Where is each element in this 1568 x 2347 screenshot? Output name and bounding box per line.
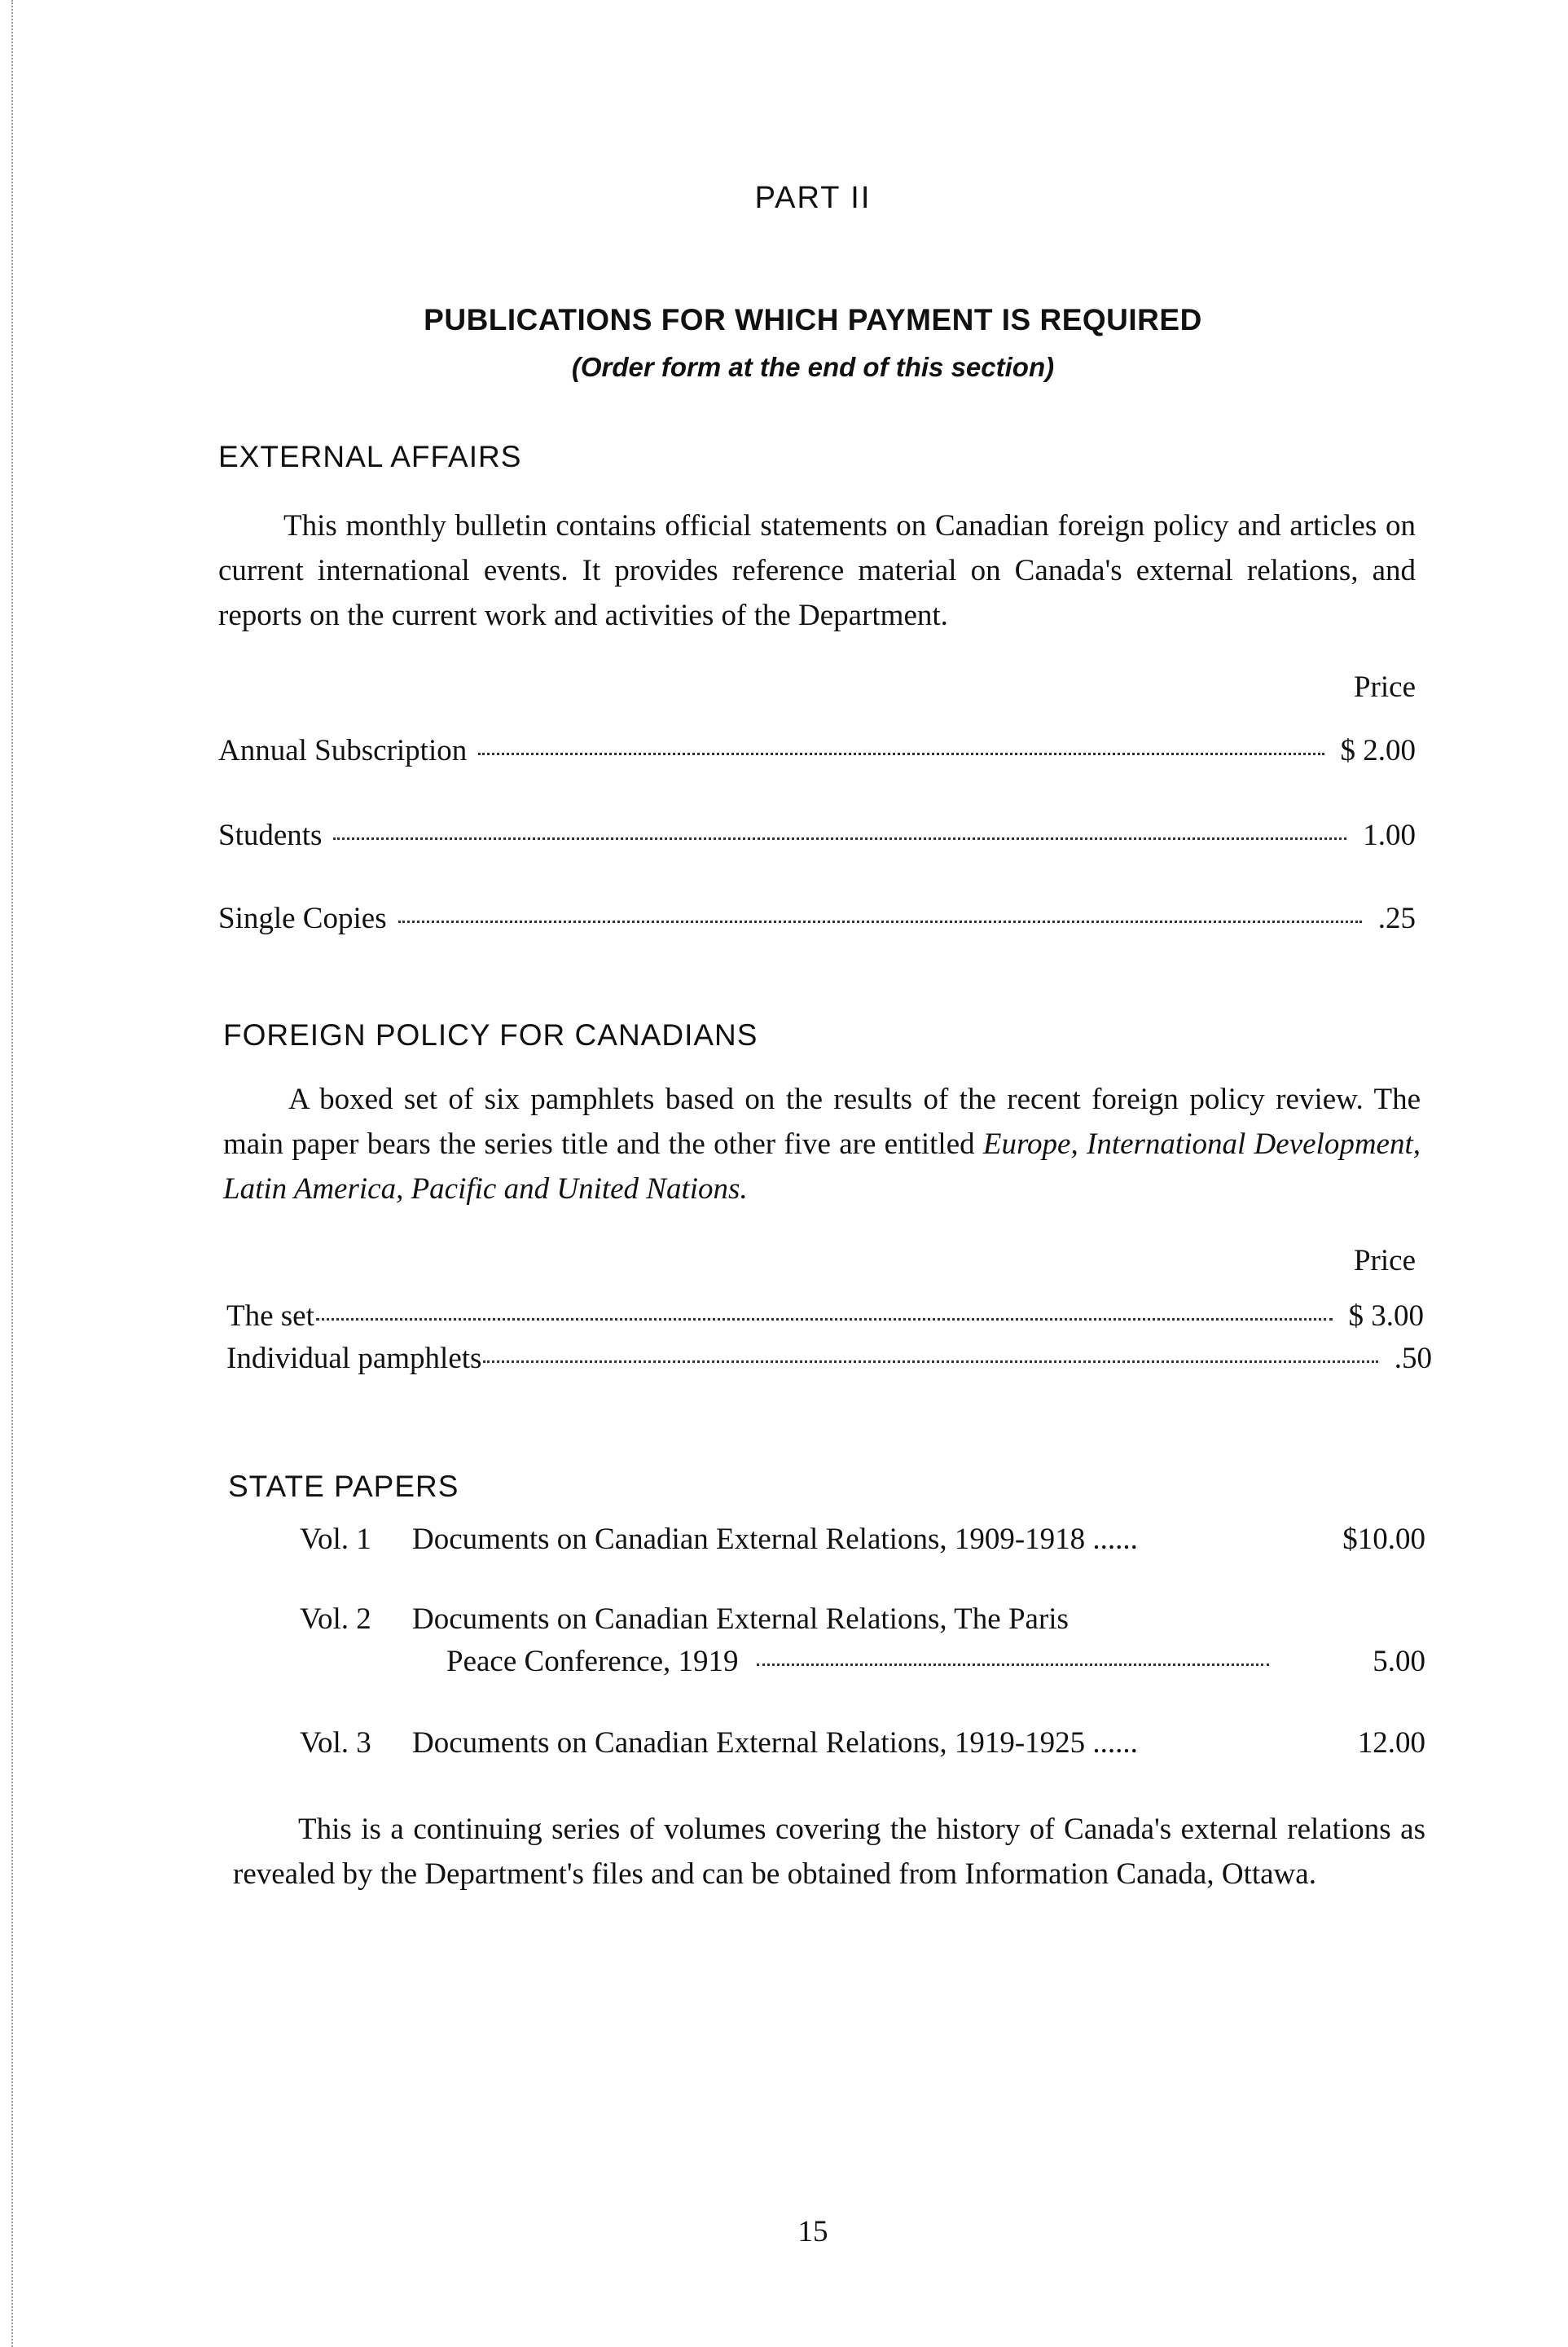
item-label: Students — [218, 819, 323, 852]
item-price: $ 3.00 — [1348, 1299, 1424, 1333]
volume-title-continued — [446, 1644, 1269, 1679]
volume-price: 5.00 — [1373, 1645, 1425, 1678]
volume-number: Vol. 2 — [300, 1602, 371, 1636]
price-row-single-copies — [218, 901, 1416, 936]
price-row-annual-subscription — [218, 733, 1416, 768]
foreign-policy-price-header: Price — [1353, 1244, 1416, 1277]
item-label: Individual pamphlets — [226, 1342, 482, 1375]
volume-title: Documents on Canadian External Relations, 1919-1925 ...... — [412, 1726, 1138, 1760]
state-papers-heading: STATE PAPERS — [228, 1470, 459, 1503]
price-row-students — [218, 818, 1416, 853]
description-text: A boxed set of six pamphlets based on the results of the recent foreign policy review. The main paper bears the series title and the other five are entitled — [223, 1083, 1421, 1161]
item-price: 1.00 — [1363, 819, 1416, 852]
price-row-the-set — [226, 1299, 1424, 1334]
dot-leader — [757, 1664, 1269, 1666]
dot-leader — [316, 1318, 1333, 1321]
external-affairs-price-header: Price — [1353, 670, 1416, 704]
state-papers-note: This is a continuing series of volumes covering the history of Canada's external relations as revealed by the Department's files and can be obtained from Information Canada, Ottawa. — [233, 1813, 1425, 1891]
item-label: The set — [226, 1299, 314, 1333]
volume-row-3 — [300, 1725, 1425, 1766]
external-affairs-description: This monthly bulletin contains official statements on Canadian foreign policy and articles on current international events. It provides reference material on Canada's external relations, and reports on the current work and activities of the Department. — [218, 509, 1416, 632]
part-title: PART II — [754, 181, 872, 215]
foreign-policy-description — [223, 1077, 1421, 1211]
price-row-individual-pamphlets — [226, 1341, 1432, 1376]
publications-title: PUBLICATIONS FOR WHICH PAYMENT IS REQUIRED — [424, 303, 1202, 336]
volume-title-line2: Peace Conference, 1919 — [446, 1645, 739, 1678]
volume-title: Documents on Canadian External Relations, 1909-1918 ...... — [412, 1523, 1138, 1556]
dot-leader — [478, 753, 1324, 755]
dot-leader — [398, 921, 1362, 923]
item-price: .25 — [1377, 902, 1416, 935]
dot-leader — [333, 837, 1346, 840]
page-number: 15 — [797, 2215, 828, 2248]
item-price: $ 2.00 — [1340, 734, 1416, 767]
binding-edge — [11, 0, 13, 2347]
volume-row-1 — [300, 1522, 1425, 1562]
volume-title: Documents on Canadian External Relations, The Paris — [412, 1602, 1069, 1636]
external-affairs-heading: EXTERNAL AFFAIRS — [218, 440, 522, 473]
item-price: .50 — [1394, 1342, 1432, 1375]
pamphlet-titles: Europe, International Development, Latin America, Pacific and United Nations. — [223, 1127, 1421, 1206]
item-label: Annual Subscription — [218, 734, 468, 767]
volume-number: Vol. 3 — [300, 1726, 371, 1760]
page — [218, 0, 1432, 2347]
volume-price: 12.00 — [1357, 1726, 1425, 1760]
dot-leader — [483, 1360, 1377, 1363]
item-label: Single Copies — [218, 902, 387, 935]
volume-price: $10.00 — [1342, 1523, 1425, 1556]
volume-row-2 — [300, 1602, 1425, 1691]
order-form-note: (Order form at the end of this section) — [571, 352, 1055, 382]
volume-number: Vol. 1 — [300, 1523, 371, 1556]
foreign-policy-heading: FOREIGN POLICY FOR CANADIANS — [223, 1018, 758, 1052]
